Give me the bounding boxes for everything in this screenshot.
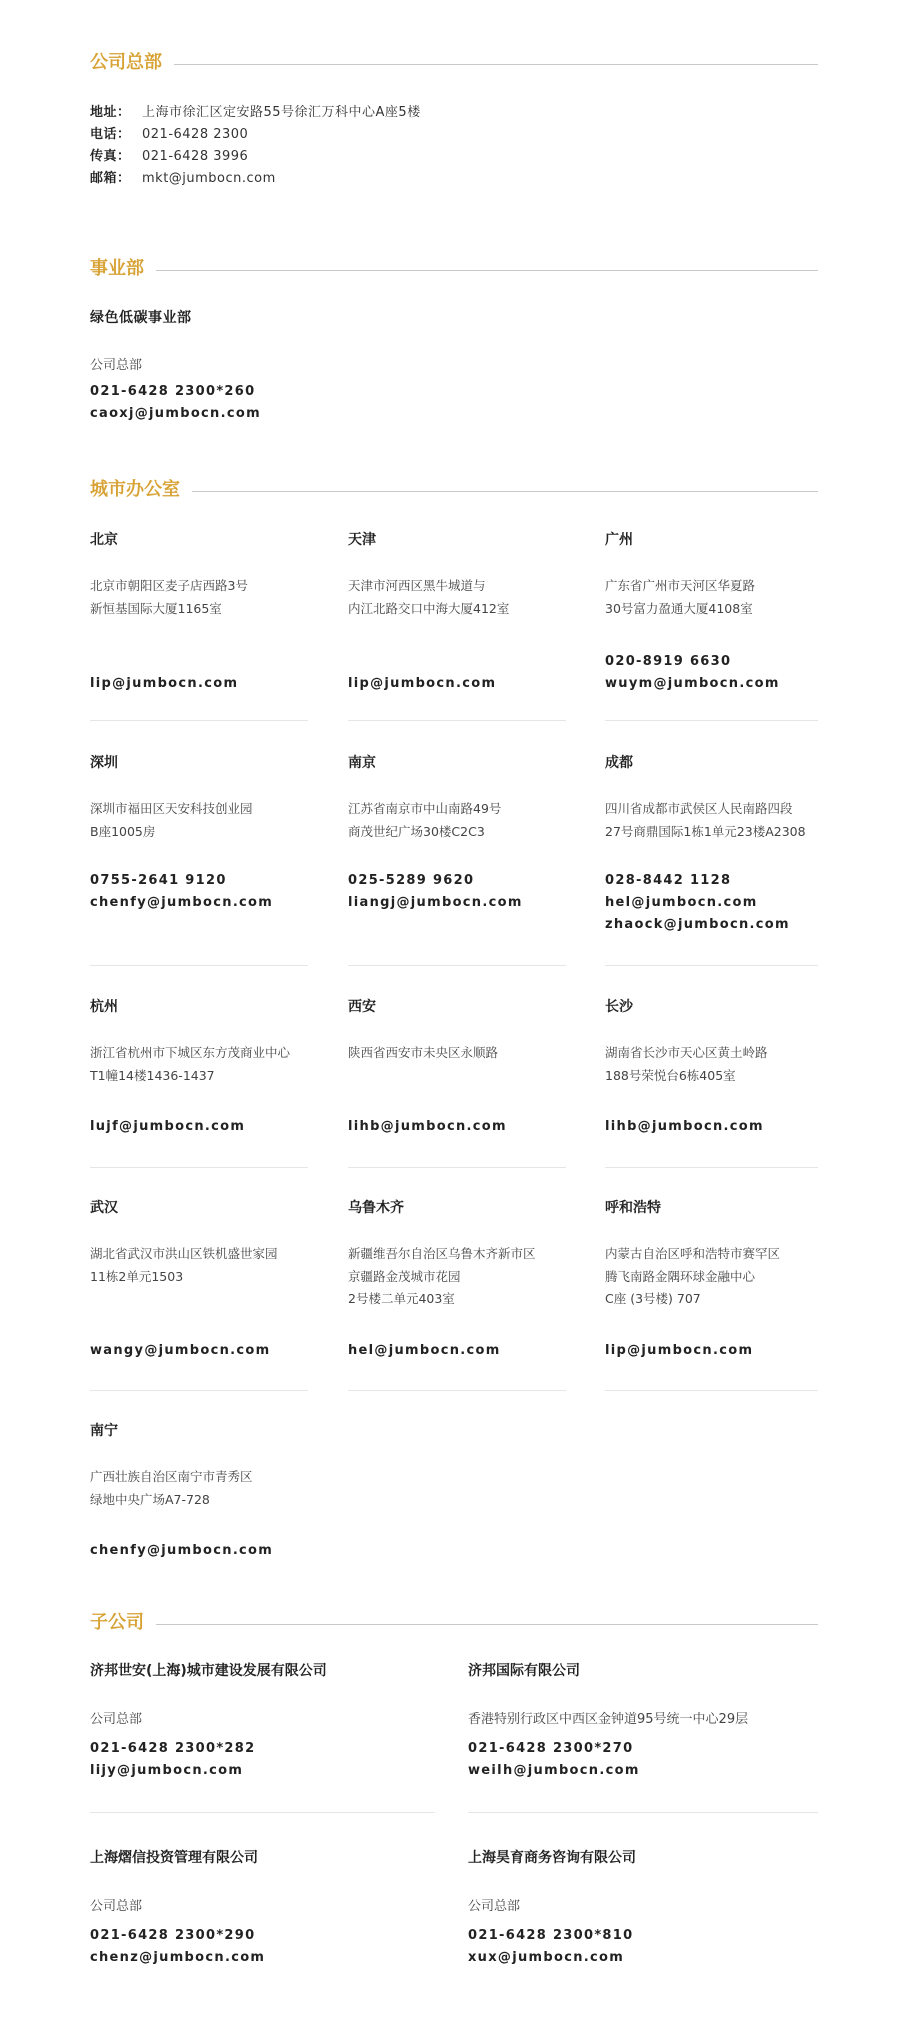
- office-divider: [348, 1167, 566, 1168]
- section-title: 城市办公室: [90, 477, 192, 503]
- office-city: 南宁: [90, 1423, 118, 1439]
- office-address: [90, 575, 248, 620]
- office-email[interactable]: hel@jumbocn.com: [605, 895, 758, 910]
- email-label: 邮箱：: [90, 171, 131, 186]
- email-link[interactable]: mkt@jumbocn.com: [142, 171, 276, 186]
- phone-label: 电话：: [90, 127, 131, 142]
- subsidiary-location: 公司总部: [468, 1899, 521, 1914]
- phone-value: 021-6428 2300: [142, 127, 249, 142]
- subsidiary-location: 公司总部: [90, 1899, 143, 1914]
- subsidiary-contacts: [90, 1738, 255, 1782]
- section-divider: [90, 270, 818, 271]
- office-divider: [348, 720, 566, 721]
- office-divider: [605, 965, 818, 966]
- office-address-line: 湖南省长沙市天心区黄土岭路: [605, 1045, 768, 1060]
- office-email[interactable]: wuym@jumbocn.com: [605, 676, 780, 691]
- office-divider: [605, 1167, 818, 1168]
- office-address: [605, 1243, 780, 1311]
- section-header: [90, 256, 818, 282]
- office-contacts: [90, 1540, 273, 1562]
- subsidiary-phone: 021-6428 2300*290: [90, 1928, 256, 1943]
- office-address-line: 新疆维吾尔自治区乌鲁木齐新市区: [348, 1246, 536, 1261]
- office-divider: [90, 965, 308, 966]
- hq-email-row: [90, 168, 818, 190]
- office-address-line: 四川省成都市武侯区人民南路四段: [605, 801, 793, 816]
- section-header: [90, 1610, 818, 1636]
- office-contacts: [605, 870, 790, 936]
- section-title: 公司总部: [90, 50, 174, 76]
- office-contacts: [348, 673, 496, 695]
- office-email[interactable]: liangj@jumbocn.com: [348, 895, 523, 910]
- office-contacts: [348, 870, 523, 914]
- division-phone: 021-6428 2300*260: [90, 384, 256, 399]
- office-contacts: [90, 1340, 271, 1362]
- office-city: 南京: [348, 755, 376, 771]
- office-address-line: 北京市朝阳区麦子店西路3号: [90, 578, 248, 593]
- office-email[interactable]: lihb@jumbocn.com: [348, 1119, 507, 1134]
- office-phone: 0755-2641 9120: [90, 873, 227, 888]
- office-divider: [90, 1167, 308, 1168]
- office-address-line: 深圳市福田区天安科技创业园: [90, 801, 253, 816]
- office-address-line: 内江北路交口中海大厦412室: [348, 600, 510, 616]
- subsidiary-divider: [468, 1812, 818, 1813]
- fax-label: 传真：: [90, 149, 131, 164]
- subsidiary-phone: 021-6428 2300*282: [90, 1741, 256, 1756]
- office-address: [605, 798, 806, 843]
- office-address-line: 27号商鼎国际1栋1单元23楼A2308: [605, 823, 806, 839]
- office-address-line: 江苏省南京市中山南路49号: [348, 801, 502, 816]
- office-email[interactable]: lihb@jumbocn.com: [605, 1119, 764, 1134]
- office-email[interactable]: lip@jumbocn.com: [90, 676, 239, 691]
- office-divider: [605, 1390, 818, 1391]
- subsidiaries-section: [90, 1610, 818, 1636]
- office-address: [90, 798, 253, 843]
- office-address-line: C座 (3号楼) 707: [605, 1291, 701, 1306]
- hq-address-row: [90, 102, 818, 124]
- office-email[interactable]: chenfy@jumbocn.com: [90, 1543, 274, 1558]
- office-city: 乌鲁木齐: [348, 1200, 404, 1216]
- subsidiary-name: 济邦世安(上海)城市建设发展有限公司: [90, 1663, 327, 1679]
- office-address-line: 绿地中央广场A7-728: [90, 1491, 210, 1507]
- office-address-line: 11栋2单元1503: [90, 1268, 184, 1284]
- office-city: 武汉: [90, 1200, 118, 1216]
- office-city: 西安: [348, 999, 376, 1015]
- office-address-line: 腾飞南路金隅环球金融中心: [605, 1268, 756, 1284]
- office-divider: [605, 720, 818, 721]
- subsidiary-location: 公司总部: [90, 1712, 143, 1727]
- hq-phone-row: [90, 124, 818, 146]
- office-email[interactable]: wangy@jumbocn.com: [90, 1343, 271, 1358]
- hq-fax-row: [90, 146, 818, 168]
- office-address: [90, 1466, 253, 1511]
- office-contacts: [90, 673, 238, 695]
- office-address: [348, 1042, 498, 1065]
- section-title: 子公司: [90, 1610, 156, 1636]
- division-label: 公司总部: [90, 358, 143, 373]
- office-email[interactable]: lujf@jumbocn.com: [90, 1119, 246, 1134]
- division-email[interactable]: caoxj@jumbocn.com: [90, 406, 261, 421]
- subsidiary-name: 上海昊育商务咨询有限公司: [468, 1850, 636, 1866]
- subsidiary-contacts: [468, 1925, 633, 1969]
- office-contacts: [605, 1116, 764, 1138]
- office-address-line: T1幢14楼1436-1437: [90, 1067, 215, 1083]
- office-divider: [90, 720, 308, 721]
- office-address-line: 30号富力盈通大厦4108室: [605, 600, 753, 616]
- office-email[interactable]: lip@jumbocn.com: [348, 676, 497, 691]
- office-phone: 028-8442 1128: [605, 873, 732, 888]
- office-email[interactable]: hel@jumbocn.com: [348, 1343, 501, 1358]
- office-contacts: [348, 1340, 501, 1362]
- office-city: 呼和浩特: [605, 1200, 661, 1216]
- office-address-line: 广西壮族自治区南宁市青秀区: [90, 1469, 253, 1484]
- office-divider: [348, 1390, 566, 1391]
- office-contacts: [348, 1116, 507, 1138]
- office-city: 北京: [90, 532, 118, 548]
- subsidiary-name: 上海熠信投资管理有限公司: [90, 1850, 258, 1866]
- office-address-line: 浙江省杭州市下城区东方茂商业中心: [90, 1045, 291, 1060]
- subsidiary-contacts: [468, 1738, 640, 1782]
- office-email[interactable]: chenfy@jumbocn.com: [90, 895, 274, 910]
- subsidiary-phone: 021-6428 2300*810: [468, 1928, 634, 1943]
- office-contacts: [605, 1340, 753, 1362]
- office-phone: 020-8919 6630: [605, 654, 732, 669]
- office-divider: [348, 965, 566, 966]
- subsidiary-location: 香港特别行政区中西区金钟道95号统一中心29层: [468, 1712, 749, 1727]
- office-address-line: 商茂世纪广场30楼C2C3: [348, 823, 485, 839]
- office-email[interactable]: lip@jumbocn.com: [605, 1343, 754, 1358]
- office-city: 杭州: [90, 999, 118, 1015]
- subsidiary-email[interactable]: lijy@jumbocn.com: [90, 1763, 244, 1778]
- fax-value: 021-6428 3996: [142, 149, 249, 164]
- section-divider: [90, 1624, 818, 1625]
- address-label: 地址：: [90, 105, 131, 120]
- office-divider: [90, 1390, 308, 1391]
- subsidiary-email[interactable]: xux@jumbocn.com: [468, 1950, 625, 1965]
- division-name: 绿色低碳事业部: [90, 310, 192, 326]
- office-address-line: 广东省广州市天河区华夏路: [605, 578, 756, 593]
- office-address: [90, 1243, 278, 1288]
- offices-section: [90, 477, 818, 503]
- office-contacts: [90, 870, 273, 914]
- subsidiary-name: 济邦国际有限公司: [468, 1663, 580, 1679]
- address-value: 上海市徐汇区定安路55号徐汇万科中心A座5楼: [142, 105, 421, 120]
- office-address-line: 天津市河西区黑牛城道与: [348, 578, 486, 593]
- subsidiary-email[interactable]: chenz@jumbocn.com: [90, 1950, 266, 1965]
- office-address-line: 内蒙古自治区呼和浩特市赛罕区: [605, 1246, 781, 1261]
- office-address-line: B座1005房: [90, 823, 156, 839]
- office-city: 长沙: [605, 999, 633, 1015]
- subsidiary-divider: [90, 1812, 435, 1813]
- section-title: 事业部: [90, 256, 156, 282]
- office-address-line: 新恒基国际大厦1165室: [90, 600, 222, 616]
- section-header: [90, 477, 818, 503]
- office-contacts: [90, 1116, 245, 1138]
- office-contacts: [605, 651, 780, 695]
- section-divider: [90, 64, 818, 65]
- office-address: [90, 1042, 290, 1087]
- section-divider: [90, 491, 818, 492]
- office-address-line: 2号楼二单元403室: [348, 1291, 455, 1306]
- office-city: 广州: [605, 532, 633, 548]
- subsidiary-phone: 021-6428 2300*270: [468, 1741, 634, 1756]
- office-city: 深圳: [90, 755, 118, 771]
- subsidiary-email[interactable]: weilh@jumbocn.com: [468, 1763, 640, 1778]
- office-address-line: 188号荣悦台6栋405室: [605, 1067, 736, 1083]
- office-address-line: 京疆路金茂城市花园: [348, 1268, 461, 1284]
- office-city: 天津: [348, 532, 376, 548]
- office-address-line: 陕西省西安市未央区永顺路: [348, 1045, 499, 1060]
- office-address-line: 湖北省武汉市洪山区铁机盛世家园: [90, 1246, 278, 1261]
- office-address: [605, 1042, 768, 1087]
- office-email[interactable]: zhaock@jumbocn.com: [605, 917, 790, 932]
- office-city: 成都: [605, 755, 633, 771]
- office-address: [348, 798, 501, 843]
- section-header: [90, 50, 818, 76]
- hq-section: [90, 50, 818, 190]
- office-address: [348, 1243, 536, 1311]
- office-address: [605, 575, 755, 620]
- office-address: [348, 575, 509, 620]
- divisions-section: [90, 256, 818, 421]
- subsidiary-contacts: [90, 1925, 265, 1969]
- office-phone: 025-5289 9620: [348, 873, 475, 888]
